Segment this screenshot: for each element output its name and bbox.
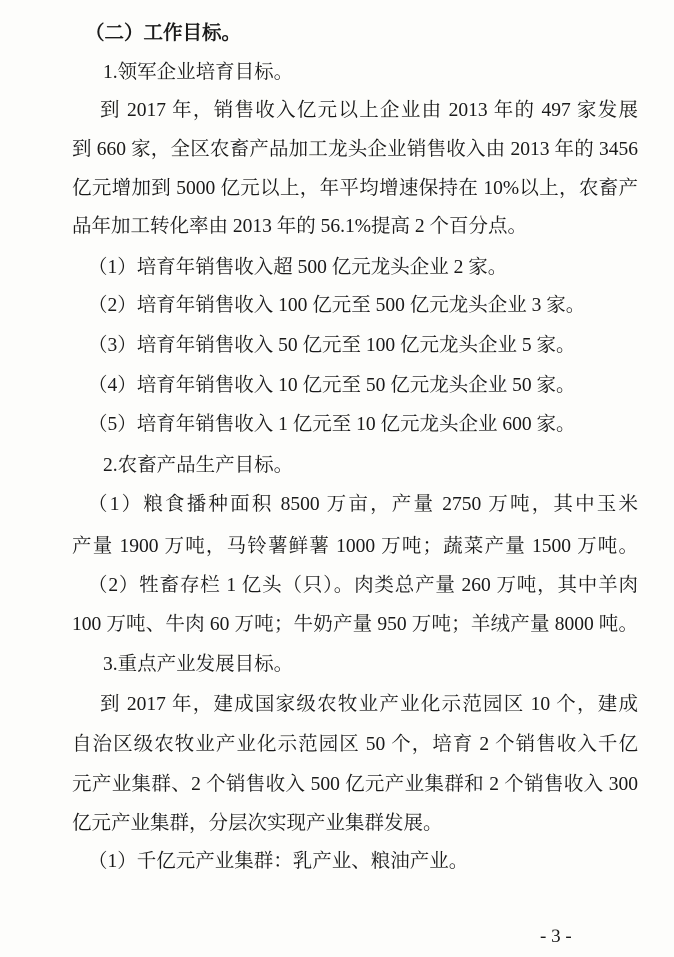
paragraph-line: 100 万吨、牛肉 60 万吨；牛奶产量 950 万吨；羊绒产量 8000 吨。 — [72, 614, 638, 635]
paragraph-line: 到 2017 年，建成国家级农牧业产业化示范园区 10 个，建成 — [100, 694, 638, 715]
page-number: - 3 - — [540, 926, 572, 947]
paragraph-line: 自治区级农牧业产业化示范园区 50 个，培育 2 个销售收入千亿 — [72, 734, 638, 755]
subheading: 3.重点产业发展目标。 — [103, 654, 294, 675]
subheading: 2.农畜产品生产目标。 — [103, 455, 294, 476]
list-item: （5）培育年销售收入 1 亿元至 10 亿元龙头企业 600 家。 — [88, 414, 576, 435]
list-item: （3）培育年销售收入 50 亿元至 100 亿元龙头企业 5 家。 — [88, 335, 576, 356]
list-item: （1）培育年销售收入超 500 亿元龙头企业 2 家。 — [88, 257, 508, 278]
list-item: （2）牲畜存栏 1 亿头（只）。肉类总产量 260 万吨，其中羊肉 — [88, 575, 638, 596]
subheading: 1.领军企业培育目标。 — [103, 62, 294, 83]
list-item: （2）培育年销售收入 100 亿元至 500 亿元龙头企业 3 家。 — [88, 295, 586, 316]
list-item: （1）粮食播种面积 8500 万亩，产量 2750 万吨，其中玉米 — [88, 494, 638, 515]
list-item: （4）培育年销售收入 10 亿元至 50 亿元龙头企业 50 家。 — [88, 375, 576, 396]
list-item: （1）千亿元产业集群：乳产业、粮油产业。 — [88, 851, 469, 872]
section-heading: （二）工作目标。 — [85, 23, 242, 44]
paragraph-line: 品年加工转化率由 2013 年的 56.1%提高 2 个百分点。 — [72, 216, 527, 237]
paragraph-line: 到 660 家，全区农畜产品加工龙头企业销售收入由 2013 年的 3456 — [72, 139, 638, 160]
paragraph-line: 产量 1900 万吨，马铃薯鲜薯 1000 万吨；蔬菜产量 1500 万吨。 — [72, 536, 638, 557]
paragraph-line: 亿元增加到 5000 亿元以上，年平均增速保持在 10%以上，农畜产 — [72, 178, 638, 199]
paragraph-line: 元产业集群、2 个销售收入 500 亿元产业集群和 2 个销售收入 300 — [72, 774, 638, 795]
paragraph-line: 亿元产业集群，分层次实现产业集群发展。 — [72, 813, 443, 834]
paragraph-line: 到 2017 年，销售收入亿元以上企业由 2013 年的 497 家发展 — [100, 100, 638, 121]
